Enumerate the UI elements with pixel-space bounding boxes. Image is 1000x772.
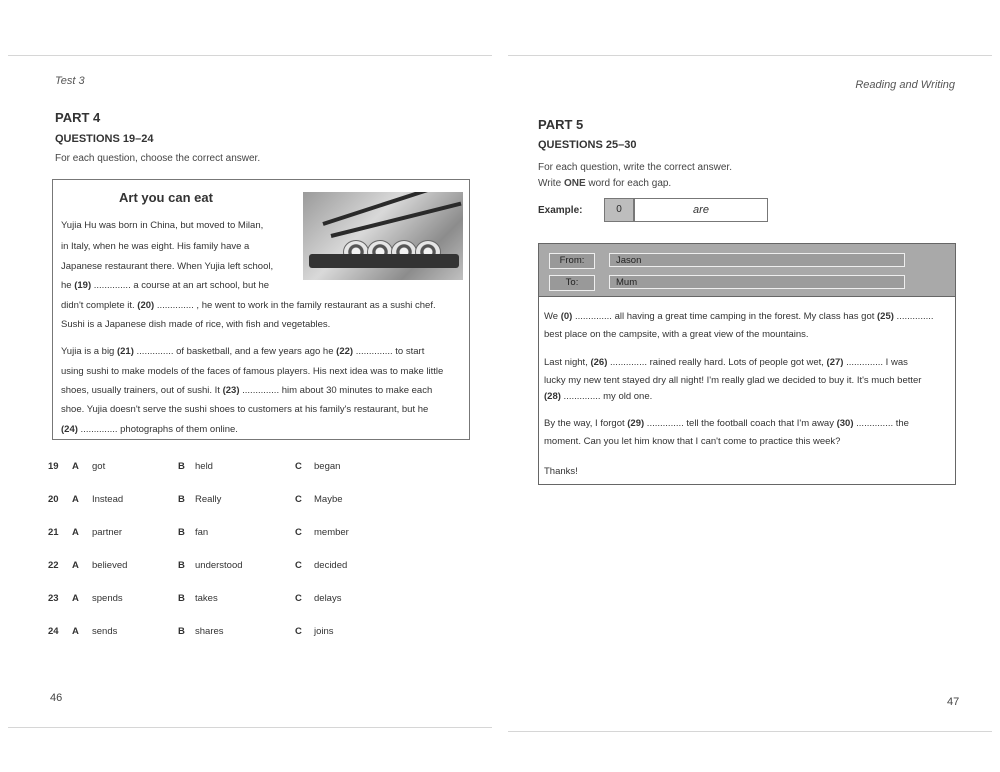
- article-line: shoe. Yujia doesn't serve the sushi shoes to customers at his family's restaurant, but he: [61, 404, 429, 415]
- to-value: Mum: [609, 275, 905, 289]
- example-answer: are: [634, 198, 768, 222]
- option-a[interactable]: Instead: [92, 494, 124, 505]
- option-c-letter: C: [295, 626, 302, 637]
- example-number: 0: [604, 198, 634, 222]
- right-page: [500, 0, 1000, 772]
- article-title: Art you can eat: [119, 190, 213, 205]
- option-a[interactable]: got: [92, 461, 106, 472]
- option-b[interactable]: understood: [195, 560, 243, 571]
- option-a-letter: A: [72, 560, 79, 571]
- option-b[interactable]: held: [195, 461, 213, 472]
- email-line: best place on the campsite, with a great view of the mountains.: [544, 329, 809, 340]
- email-box: [538, 243, 956, 485]
- page-edge-bottom: [508, 731, 992, 732]
- page-edge-bottom: [8, 727, 492, 728]
- option-b-letter: B: [178, 494, 185, 505]
- option-c[interactable]: joins: [314, 626, 334, 637]
- email-line: Last night, (26) .............. rained really hard. Lots of people got wet, (27) .............. I was: [544, 357, 908, 368]
- email-line: lucky my new tent stayed dry all night! I'm really glad we decided to buy it. It's much better: [544, 375, 922, 386]
- page-number: 46: [50, 692, 63, 704]
- option-c-letter: C: [295, 461, 302, 472]
- from-label: From:: [549, 253, 595, 269]
- example-label: Example:: [538, 205, 583, 216]
- email-line: moment. Can you let him know that I can't come to practice this week?: [544, 436, 841, 447]
- page-edge-top: [8, 55, 492, 56]
- option-b-letter: B: [178, 461, 185, 472]
- option-c[interactable]: began: [314, 461, 341, 472]
- email-line: By the way, I forgot (29) .............. tell the football coach that I'm away (30) .............. the: [544, 418, 909, 429]
- part-title: PART 4: [55, 110, 101, 125]
- option-b[interactable]: takes: [195, 593, 218, 604]
- part-title: PART 5: [538, 117, 584, 132]
- email-line: Thanks!: [544, 466, 578, 477]
- option-c-letter: C: [295, 494, 302, 505]
- option-b[interactable]: Really: [195, 494, 222, 505]
- option-a[interactable]: spends: [92, 593, 123, 604]
- option-a-letter: A: [72, 626, 79, 637]
- running-header: Reading and Writing: [855, 79, 955, 91]
- article-line: (24) .............. photographs of them online.: [61, 424, 238, 435]
- article-line: shoes, usually trainers, out of sushi. It (23) .............. him about 30 minutes to make each: [61, 385, 433, 396]
- option-a-letter: A: [72, 461, 79, 472]
- instruction-1: For each question, write the correct answer.: [538, 162, 732, 173]
- question-number: 19: [48, 461, 59, 472]
- option-b-letter: B: [178, 527, 185, 538]
- option-c[interactable]: Maybe: [314, 494, 343, 505]
- page-number: 47: [947, 696, 960, 708]
- option-c-letter: C: [295, 527, 302, 538]
- article-line: Yujia Hu was born in China, but moved to Milan,: [61, 220, 264, 231]
- running-header: Test 3: [55, 75, 85, 87]
- email-line: (28) .............. my old one.: [544, 391, 653, 402]
- question-number: 23: [48, 593, 59, 604]
- article-line: he (19) .............. a course at an art school, but he: [61, 280, 270, 291]
- from-value: Jason: [609, 253, 905, 267]
- option-c[interactable]: member: [314, 527, 349, 538]
- article-line: Yujia is a big (21) .............. of basketball, and a few years ago he (22) .............. to start: [61, 346, 425, 357]
- option-b[interactable]: shares: [195, 626, 224, 637]
- option-a[interactable]: partner: [92, 527, 123, 538]
- questions-title: QUESTIONS 19–24: [55, 133, 154, 145]
- instruction: For each question, choose the correct answer.: [55, 153, 261, 164]
- option-b-letter: B: [178, 593, 185, 604]
- article-line: didn't complete it. (20) .............. , he went to work in the family restaurant as a sushi chef.: [61, 300, 436, 311]
- article-line: Japanese restaurant there. When Yujia left school,: [61, 261, 274, 272]
- article-box: [52, 179, 470, 440]
- sushi-tray: [309, 254, 459, 268]
- option-b-letter: B: [178, 560, 185, 571]
- instruction-2: Write ONE word for each gap.: [538, 178, 672, 189]
- option-c[interactable]: delays: [314, 593, 342, 604]
- question-number: 20: [48, 494, 59, 505]
- email-line: We (0) .............. all having a great time camping in the forest. My class has got (25) ..............: [544, 311, 934, 322]
- option-c-letter: C: [295, 593, 302, 604]
- chopstick-2: [331, 202, 462, 238]
- article-line: using sushi to make models of the faces of famous players. His next idea was to make little: [61, 366, 444, 377]
- article-line: in Italy, when he was eight. His family have a: [61, 241, 250, 252]
- email-header: [539, 244, 955, 297]
- question-number: 21: [48, 527, 59, 538]
- option-a[interactable]: sends: [92, 626, 118, 637]
- question-number: 22: [48, 560, 59, 571]
- page-edge-top: [508, 55, 992, 56]
- option-a[interactable]: believed: [92, 560, 128, 571]
- option-c-letter: C: [295, 560, 302, 571]
- questions-title: QUESTIONS 25–30: [538, 139, 637, 151]
- option-b[interactable]: fan: [195, 527, 209, 538]
- question-number: 24: [48, 626, 59, 637]
- option-c[interactable]: decided: [314, 560, 348, 571]
- to-label: To:: [549, 275, 595, 291]
- option-a-letter: A: [72, 494, 79, 505]
- option-a-letter: A: [72, 527, 79, 538]
- sushi-photo: [303, 192, 463, 280]
- article-line: Sushi is a Japanese dish made of rice, with fish and vegetables.: [61, 319, 331, 330]
- option-a-letter: A: [72, 593, 79, 604]
- option-b-letter: B: [178, 626, 185, 637]
